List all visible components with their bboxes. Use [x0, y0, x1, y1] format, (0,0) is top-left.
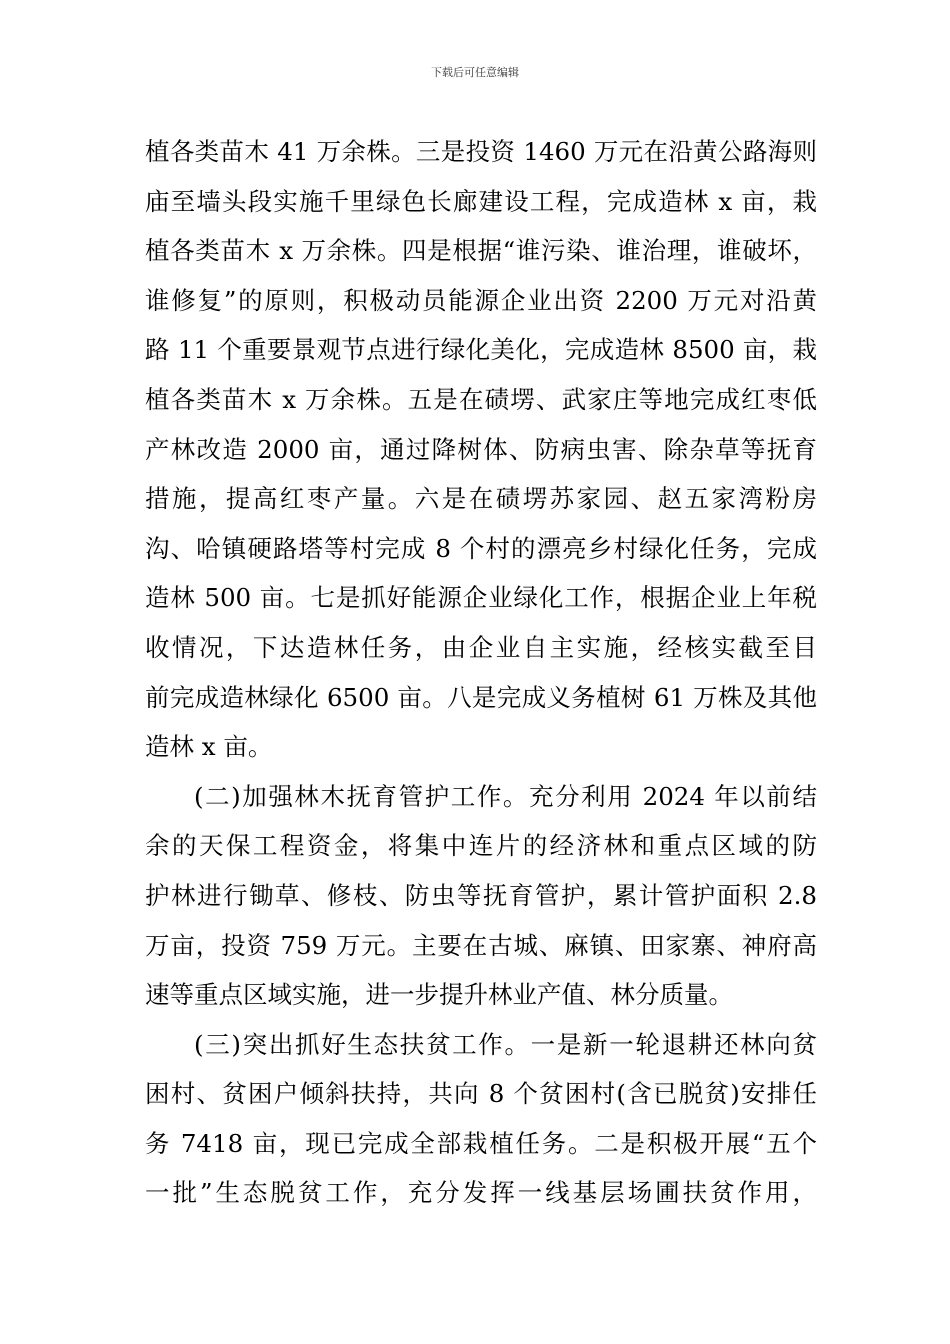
body-line: 措施，提高红枣产量。六是在碛塄苏家园、赵五家湾粉房 — [145, 484, 817, 514]
body-line: 谁修复”的原则，积极动员能源企业出资 2200 万元对沿黄 — [145, 285, 817, 315]
body-line: 植各类苗木 x 万余株。五是在碛塄、武家庄等地完成红枣低 — [145, 384, 817, 414]
body-line: (三)突出抓好生态扶贫工作。一是新一轮退耕还林向贫 — [194, 1029, 817, 1059]
body-line: 困村、贫困户倾斜扶持，共向 8 个贫困村(含已脱贫)安排任 — [145, 1079, 817, 1109]
body-line: (二)加强林木抚育管护工作。充分利用 2024 年以前结 — [194, 781, 817, 811]
body-line: 庙至墙头段实施千里绿色长廊建设工程，完成造林 x 亩，栽 — [145, 186, 817, 216]
body-line: 路 11 个重要景观节点进行绿化美化，完成造林 8500 亩，栽 — [145, 335, 817, 365]
body-line: 一批”生态脱贫工作，充分发挥一线基层场圃扶贫作用， — [145, 1178, 817, 1208]
body-line: 收情况，下达造林任务，由企业自主实施，经核实截至目 — [145, 632, 817, 662]
page-header: 下载后可任意编辑 — [431, 66, 519, 79]
body-line: 植各类苗木 41 万余株。三是投资 1460 万元在沿黄公路海则 — [145, 137, 817, 166]
body-line: 余的天保工程资金，将集中连片的经济林和重点区域的防 — [145, 831, 817, 861]
body-line: 护林进行锄草、修枝、防虫等抚育管护，累计管护面积 2.8 — [145, 880, 817, 910]
body-line: 沟、哈镇硬路塔等村完成 8 个村的漂亮乡村绿化任务，完成 — [145, 533, 817, 563]
body-line: 务 7418 亩，现已完成全部栽植任务。二是积极开展“五个 — [145, 1128, 817, 1158]
body-line: 产林改造 2000 亩，通过降树体、防病虫害、除杂草等抚育 — [145, 434, 817, 464]
body-line: 造林 500 亩。七是抓好能源企业绿化工作，根据企业上年税 — [145, 583, 817, 613]
body-line: 前完成造林绿化 6500 亩。八是完成义务植树 61 万株及其他 — [145, 682, 817, 712]
body-line: 速等重点区域实施，进一步提升林业产值、林分质量。 — [145, 980, 733, 1010]
document-body — [145, 127, 817, 1218]
body-line: 植各类苗木 x 万余株。四是根据“谁污染、谁治理，谁破坏， — [145, 236, 817, 266]
body-line: 万亩，投资 759 万元。主要在古城、麻镇、田家寨、神府高 — [145, 930, 817, 960]
body-line: 造林 x 亩。 — [145, 732, 273, 762]
